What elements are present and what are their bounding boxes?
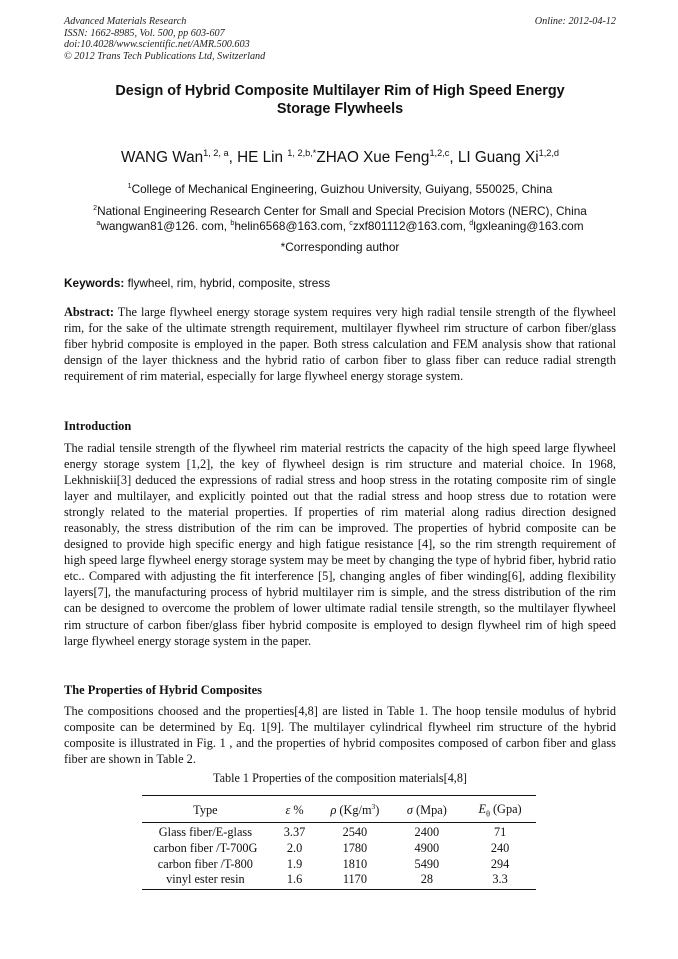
email-b-marker: b: [230, 219, 235, 228]
affiliation-2: [64, 203, 616, 219]
density-unit-close: ): [375, 802, 380, 817]
cell-strength: 28: [390, 872, 465, 889]
author-list: [64, 148, 616, 168]
email-d-marker: d: [469, 219, 474, 228]
col-header-modulus: [464, 796, 536, 823]
table-row: [142, 872, 536, 889]
cell-density: 1810: [342, 856, 368, 871]
keywords-text: flywheel, rim, hybrid, composite, stress: [124, 276, 331, 290]
table-1-caption: Table 1 Properties of the composition materials[4,8]: [212, 771, 467, 785]
cell-type: Glass fiber/E-glass: [158, 825, 252, 840]
strain-symbol: ε: [285, 802, 291, 817]
cell-strength: 2400: [414, 825, 440, 840]
table-1: [142, 795, 536, 890]
doi-line: doi:10.4028/www.scientific.net/AMR.500.603: [64, 39, 250, 51]
author-2: , HE Lin: [228, 149, 288, 166]
cell-modulus: 294: [490, 856, 510, 871]
cell-strength: 4900: [414, 841, 440, 856]
author-4: , LI Guang Xi: [449, 149, 539, 166]
journal-name: Advanced Materials Research: [64, 16, 187, 27]
affiliation-2-marker: 2: [93, 204, 98, 213]
copyright-line: © 2012 Trans Tech Publications Ltd, Switzerland: [64, 50, 266, 62]
col-header-strength: [390, 796, 465, 823]
abstract-label: Abstract:: [64, 305, 115, 319]
density-symbol: ρ: [330, 802, 337, 817]
journal-header: [64, 16, 616, 62]
author-1: WANG Wan: [120, 149, 204, 166]
table-row: [142, 857, 536, 873]
cell-strain: 1.9: [286, 856, 303, 871]
properties-text: The compositions choosed and the properties[4,8] are listed in Table 1. The hoop tensile modulus of hybrid composite can be determined by Eq. 1[9]. The multilayer cylindrical flywheel rim structure of the hybrid composite is illustrated in Fig. 1 , and the properties of hybrid composites composed of carbon fiber and glass fiber are shown in Table 2.: [64, 704, 616, 767]
table-row: [142, 823, 536, 841]
email-c-marker: c: [349, 219, 353, 228]
online-date: Online: 2012-04-12: [534, 16, 616, 27]
cell-strain: 1.6: [269, 872, 321, 889]
email-a-marker: a: [96, 219, 101, 228]
cell-strain: 2.0: [286, 841, 303, 856]
author-3-affil: 1,2,c: [429, 147, 450, 158]
email-list: [64, 218, 616, 234]
cell-modulus: 3.3: [464, 872, 536, 889]
cell-type: carbon fiber /T-700G: [153, 841, 258, 856]
modulus-unit: (Gpa): [489, 802, 522, 816]
author-4-affil: 1,2,d: [538, 147, 560, 158]
strain-unit: %: [290, 802, 304, 817]
affiliation-1: [64, 181, 616, 197]
cell-density: 2540: [342, 825, 368, 840]
col-header-density: [320, 796, 389, 823]
email-a[interactable]: wangwan81@126. com,: [100, 219, 231, 233]
strength-unit: (Mpa): [412, 802, 447, 817]
cell-type: vinyl ester resin: [142, 872, 269, 889]
modulus-subscript: θ: [486, 809, 490, 819]
properties-heading: The Properties of Hybrid Composites: [64, 683, 263, 697]
issn-line: ISSN: 1662-8985, Vol. 500, pp 603-607: [64, 27, 225, 39]
abstract: [64, 304, 616, 384]
corresponding-author-note: *Corresponding author: [280, 240, 400, 254]
email-b[interactable]: helin6568@163.com,: [234, 219, 350, 233]
author-3: ZHAO Xue Feng: [316, 149, 430, 166]
abstract-text: The large flywheel energy storage system requires very high radial tensile strength of the flywheel rim, for the sake of the ultimate strength requirement, multilayer flywheel rim structure of carbon fiber/glass fiber hybrid composite is employed in the paper. Both stress calculation and FEM analysis show that rational densign of the layer thickness and the hybrid ratio of carbon fiber to glass fiber can reduce radial strength requirement of rim material, especially for large flywheel energy storage system.: [64, 305, 616, 384]
introduction-heading: Introduction: [64, 419, 132, 433]
keywords: [64, 276, 616, 290]
cell-type: carbon fiber /T-800: [157, 856, 253, 871]
cell-modulus: 240: [490, 841, 510, 856]
email-c[interactable]: zxf801112@163.com,: [352, 219, 470, 233]
paper-title: [64, 82, 616, 118]
density-unit-exponent: 3: [371, 801, 376, 811]
col-header-strain: [269, 796, 321, 823]
affiliation-1-marker: 1: [127, 182, 132, 191]
table-row: [142, 841, 536, 857]
cell-density: 1170: [320, 872, 389, 889]
introduction-text: The radial tensile strength of the flywheel rim material restricts the capacity of the high speed large flywheel energy storage system [1,2], the key of flywheel design is rim structure and material choice. In 1968, Lekhniskii[3] deduced the expressions of radial stress and hoop stress in the rotating composite rim of single layer and multilayer, and explicitly pointed out that the radial stress and hoop stress due to rotation were strongly related to the material properties. If properties of rim material along radius direction designed reasonably, the stress distribution of the rim can be improved. The properties of hybrid composite can be designed to provide high specific energy and high fatigue resistance [4], so the rim strength requirement of high speed large flywheel energy storage system may be meet by changing the type of hybrid fiber, hybrid ratio etc.. Compared with adjusting the fit interference [5], changing angles of fiber winding[6], adding flexibility layers[7], the manufacturing process of hybrid multilayer rim is simple, and the stress distribution of the rim can be designed to overcome the problem of lower ultimate radial tensile strength, so the multilayer flywheel rim structure of carbon fiber/glass fiber hybrid composite is employed to design flywheel rim of high speed large flywheel energy storage system in the paper.: [64, 441, 616, 648]
cell-density: 1780: [342, 841, 368, 856]
table-header-row: [142, 796, 536, 823]
cell-strain: 3.37: [283, 825, 306, 840]
keywords-label: Keywords:: [64, 276, 125, 290]
author-1-affil: 1, 2, a: [203, 147, 229, 158]
affiliation-2-text: National Engineering Research Center for Small and Special Precision Motors (NERC), China: [97, 204, 587, 218]
author-2-affil: 1, 2,b,*: [287, 147, 317, 158]
cell-strength: 5490: [414, 856, 440, 871]
modulus-symbol: E: [478, 802, 487, 816]
strength-symbol: σ: [406, 802, 413, 817]
affiliation-1-text: College of Mechanical Engineering, Guizhou University, Guiyang, 550025, China: [131, 182, 553, 196]
cell-modulus: 71: [493, 825, 507, 840]
title-line-1: Design of Hybrid Composite Multilayer Rim of High Speed Energy: [115, 83, 565, 99]
col-header-type: Type: [142, 796, 269, 823]
title-line-2: Storage Flywheels: [276, 101, 404, 117]
density-unit: (Kg/m: [336, 802, 372, 817]
email-d[interactable]: lgxleaning@163.com: [473, 219, 584, 233]
